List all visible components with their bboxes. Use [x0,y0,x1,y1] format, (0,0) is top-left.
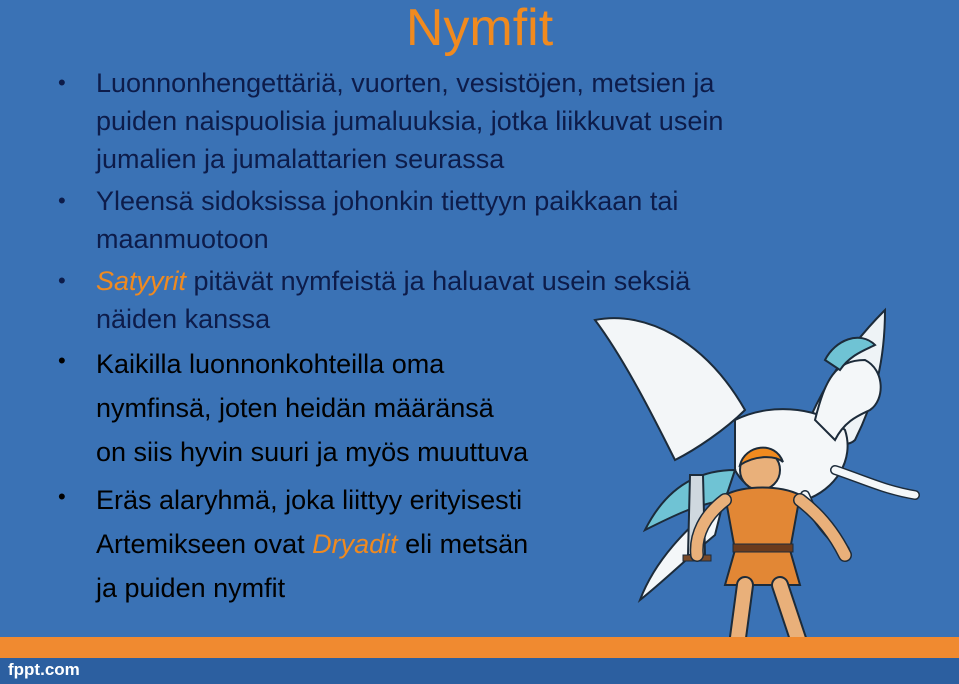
footer-strip [0,637,959,658]
bullet-text-after: eli metsän ja puiden nymfit [96,529,529,603]
bullet-text-before: Eräs alaryhmä, joka liittyy erityisesti Artemikseen ovat [96,485,523,559]
bullet-dot: • [58,348,66,373]
bullet-item [58,64,858,178]
highlight-dryadit: Dryadit [312,529,398,559]
hercules-pegasus-icon [585,300,959,684]
bullet-text: Kaikilla luonnonkohteilla oma nymfinsä, joten heidän määränsä on siis hyvin suuri ja myös muuttuva [96,349,529,467]
slide-title: Nymfit [405,0,554,57]
bullet-text-rest: pitävät nymfeistä ja haluavat usein seksiä näiden kanssa [96,266,691,334]
bullet-dot: • [58,268,66,293]
bullet-dot: • [58,484,66,509]
footer-bar [0,658,959,684]
footer-logo[interactable]: fppt.com [8,660,80,679]
bullet-item [58,182,858,258]
bullet-text [96,485,528,603]
highlight-satyyrit: Satyyrit [96,266,187,296]
bullet-text: Yleensä sidoksissa johonkin tiettyyn paikkaan tai maanmuotoon [96,186,679,254]
bullet-dot: • [58,70,66,95]
bullet-text: Luonnonhengettäriä, vuorten, vesistöjen, metsien ja puiden naispuolisia jumaluuksia, jotka liikkuvat usein jumalien ja jumalattarien seurassa [96,68,724,174]
bullet-dot: • [58,188,66,213]
